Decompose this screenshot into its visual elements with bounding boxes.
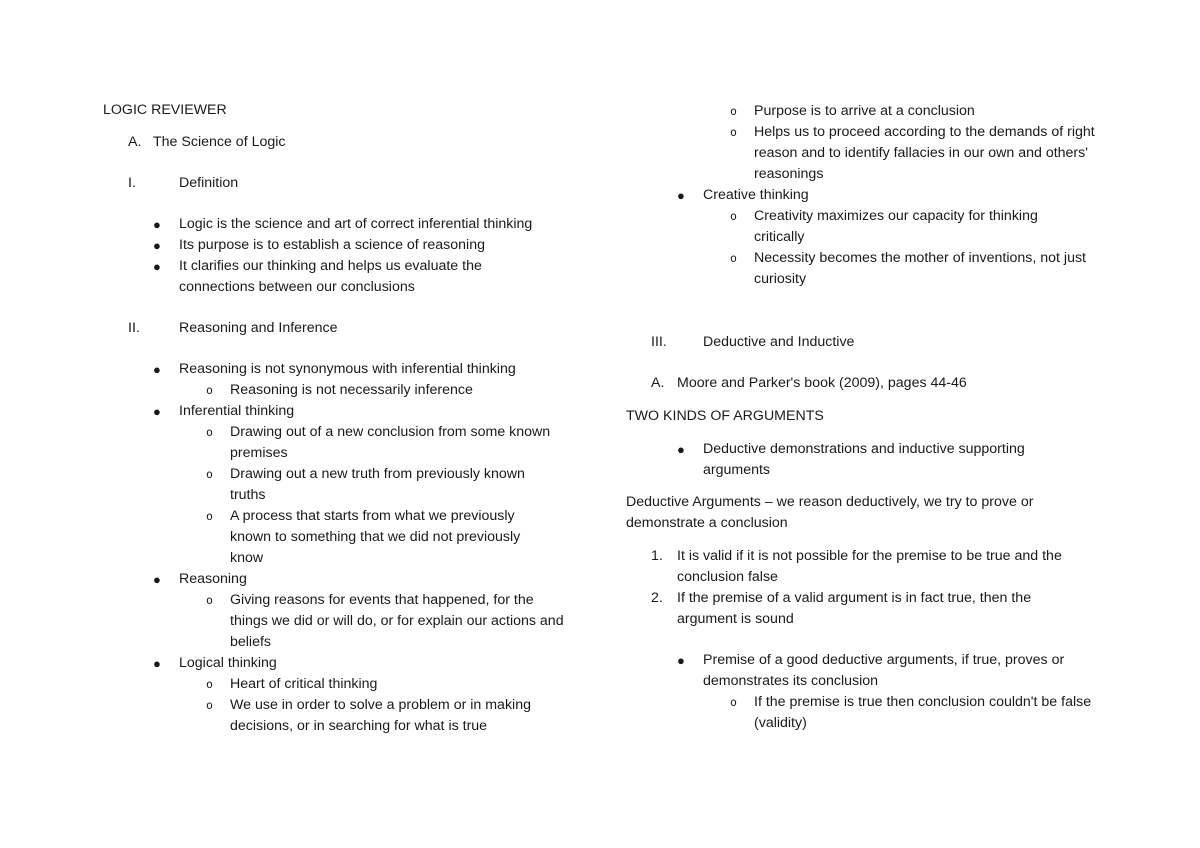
circle-bullet-icon: o — [206, 467, 213, 481]
sub-item-text: A process that starts from what we previously known to something that we did not previously know — [230, 508, 521, 566]
sub-item-text: Drawing out a new truth from previously known truths — [230, 466, 525, 503]
section-a — [103, 132, 593, 153]
list-item-text: Its purpose is to establish a science of reasoning — [179, 237, 485, 253]
sub-item — [626, 206, 1074, 248]
sub-item — [626, 101, 1116, 122]
sub-item-text: Creativity maximizes our capacity for thinking critically — [754, 208, 1038, 245]
sub-item-text: Heart of critical thinking — [230, 676, 378, 692]
list-item-text: Reasoning is not synonymous with inferential thinking — [179, 361, 516, 377]
sub-item-text: Helps us to proceed according to the demands of right reason and to identify fallacies in our own and others' reasonings — [754, 124, 1095, 182]
sub-item-text: Drawing out of a new conclusion from some known premises — [230, 424, 551, 461]
sub-item — [103, 464, 562, 506]
moore-text: Moore and Parker's book (2009), pages 44-46 — [677, 375, 967, 391]
reasoning-list — [103, 359, 593, 737]
section-definition — [103, 173, 593, 194]
circle-bullet-icon: o — [206, 593, 213, 607]
sub-item — [103, 590, 570, 653]
number-marker: 1. — [651, 548, 663, 564]
list-item — [103, 569, 593, 590]
list-item — [103, 235, 593, 256]
bullet-icon: ● — [153, 217, 161, 232]
definition-list — [103, 214, 593, 298]
sub-item-text: Purpose is to arrive at a conclusion — [754, 103, 975, 119]
sub-item-text: Necessity becomes the mother of inventions, not just curiosity — [754, 250, 1086, 287]
list-item — [103, 256, 509, 298]
list-item-text: Premise of a good deductive arguments, if true, proves or demonstrates its conclusion — [703, 652, 1065, 689]
two-kinds-heading: TWO KINDS OF ARGUMENTS — [626, 408, 824, 424]
section-iii-heading: Deductive and Inductive — [703, 334, 855, 350]
bullet-icon: ● — [153, 572, 161, 587]
bullet-icon: ● — [153, 656, 161, 671]
right-column — [626, 101, 1116, 734]
circle-bullet-icon: o — [730, 209, 737, 223]
sub-item — [103, 422, 560, 464]
list-item-text: Logical thinking — [179, 655, 277, 671]
circle-bullet-icon: o — [206, 383, 213, 397]
sub-item-text: Reasoning is not necessarily inference — [230, 382, 473, 398]
list-item-text: Deductive demonstrations and inductive supporting arguments — [703, 441, 1025, 478]
document-title: LOGIC REVIEWER — [103, 102, 227, 118]
definition-marker: I. — [128, 175, 136, 191]
list-item-text: Inferential thinking — [179, 403, 295, 419]
circle-bullet-icon: o — [206, 698, 213, 712]
bullet-icon: ● — [153, 238, 161, 253]
definition-heading: Definition — [179, 175, 239, 191]
list-item — [626, 650, 1066, 692]
bullet-icon: ● — [677, 442, 685, 457]
left-column — [103, 100, 593, 737]
reasoning-marker: II. — [128, 320, 140, 336]
moore-marker: A. — [651, 375, 665, 391]
list-item — [103, 359, 593, 380]
section-iii-marker: III. — [651, 334, 667, 350]
bullet-icon: ● — [153, 362, 161, 377]
list-item-text: It clarifies our thinking and helps us evaluate the connections between our conclusions — [179, 258, 482, 295]
circle-bullet-icon: o — [206, 425, 213, 439]
deductive-paragraph: Deductive Arguments – we reason deductively, we try to prove or demonstrate a conclusion — [626, 494, 1034, 531]
sub-item-text: If the premise is true then conclusion couldn't be false (validity) — [754, 694, 1092, 731]
list-item — [626, 185, 1116, 206]
sub-item — [103, 506, 554, 569]
sub-item-text: We use in order to solve a problem or in making decisions, or in searching for what is true — [230, 697, 531, 734]
numbered-list — [626, 546, 1116, 630]
numbered-item-text: If the premise of a valid argument is in fact true, then the argument is sound — [677, 590, 1032, 627]
numbered-item — [626, 588, 1082, 630]
circle-bullet-icon: o — [730, 125, 737, 139]
circle-bullet-icon: o — [730, 104, 737, 118]
circle-bullet-icon: o — [730, 695, 737, 709]
numbered-item-text: It is valid if it is not possible for the premise to be true and the conclusion false — [677, 548, 1062, 585]
section-reasoning — [103, 318, 593, 339]
list-item — [103, 653, 593, 674]
numbered-item — [626, 546, 1092, 588]
list-item — [626, 439, 1063, 481]
list-item-text: Creative thinking — [703, 187, 809, 203]
sub-item — [103, 695, 570, 737]
circle-bullet-icon: o — [206, 677, 213, 691]
bullet-icon: ● — [677, 188, 685, 203]
number-marker: 2. — [651, 590, 663, 606]
list-item — [103, 214, 593, 235]
circle-bullet-icon: o — [206, 509, 213, 523]
sub-item — [103, 380, 593, 401]
bullet-icon: ● — [153, 404, 161, 419]
section-a-heading: The Science of Logic — [153, 134, 286, 150]
sub-item — [103, 674, 593, 695]
section-a-marker: A. — [128, 134, 142, 150]
sub-item — [626, 692, 1100, 734]
sub-item-text: Giving reasons for events that happened, for the things we did or will do, or for explain our actions and beliefs — [230, 592, 564, 650]
reasoning-heading: Reasoning and Inference — [179, 320, 338, 336]
list-item — [103, 401, 593, 422]
bullet-icon: ● — [677, 653, 685, 668]
section-deductive-inductive — [626, 332, 1116, 353]
section-moore — [626, 373, 1116, 394]
list-item-text: Reasoning — [179, 571, 247, 587]
sub-item — [626, 248, 1100, 290]
sub-item — [626, 122, 1100, 185]
bullet-icon: ● — [153, 259, 161, 274]
list-item-text: Logic is the science and art of correct inferential thinking — [179, 216, 533, 232]
circle-bullet-icon: o — [730, 251, 737, 265]
